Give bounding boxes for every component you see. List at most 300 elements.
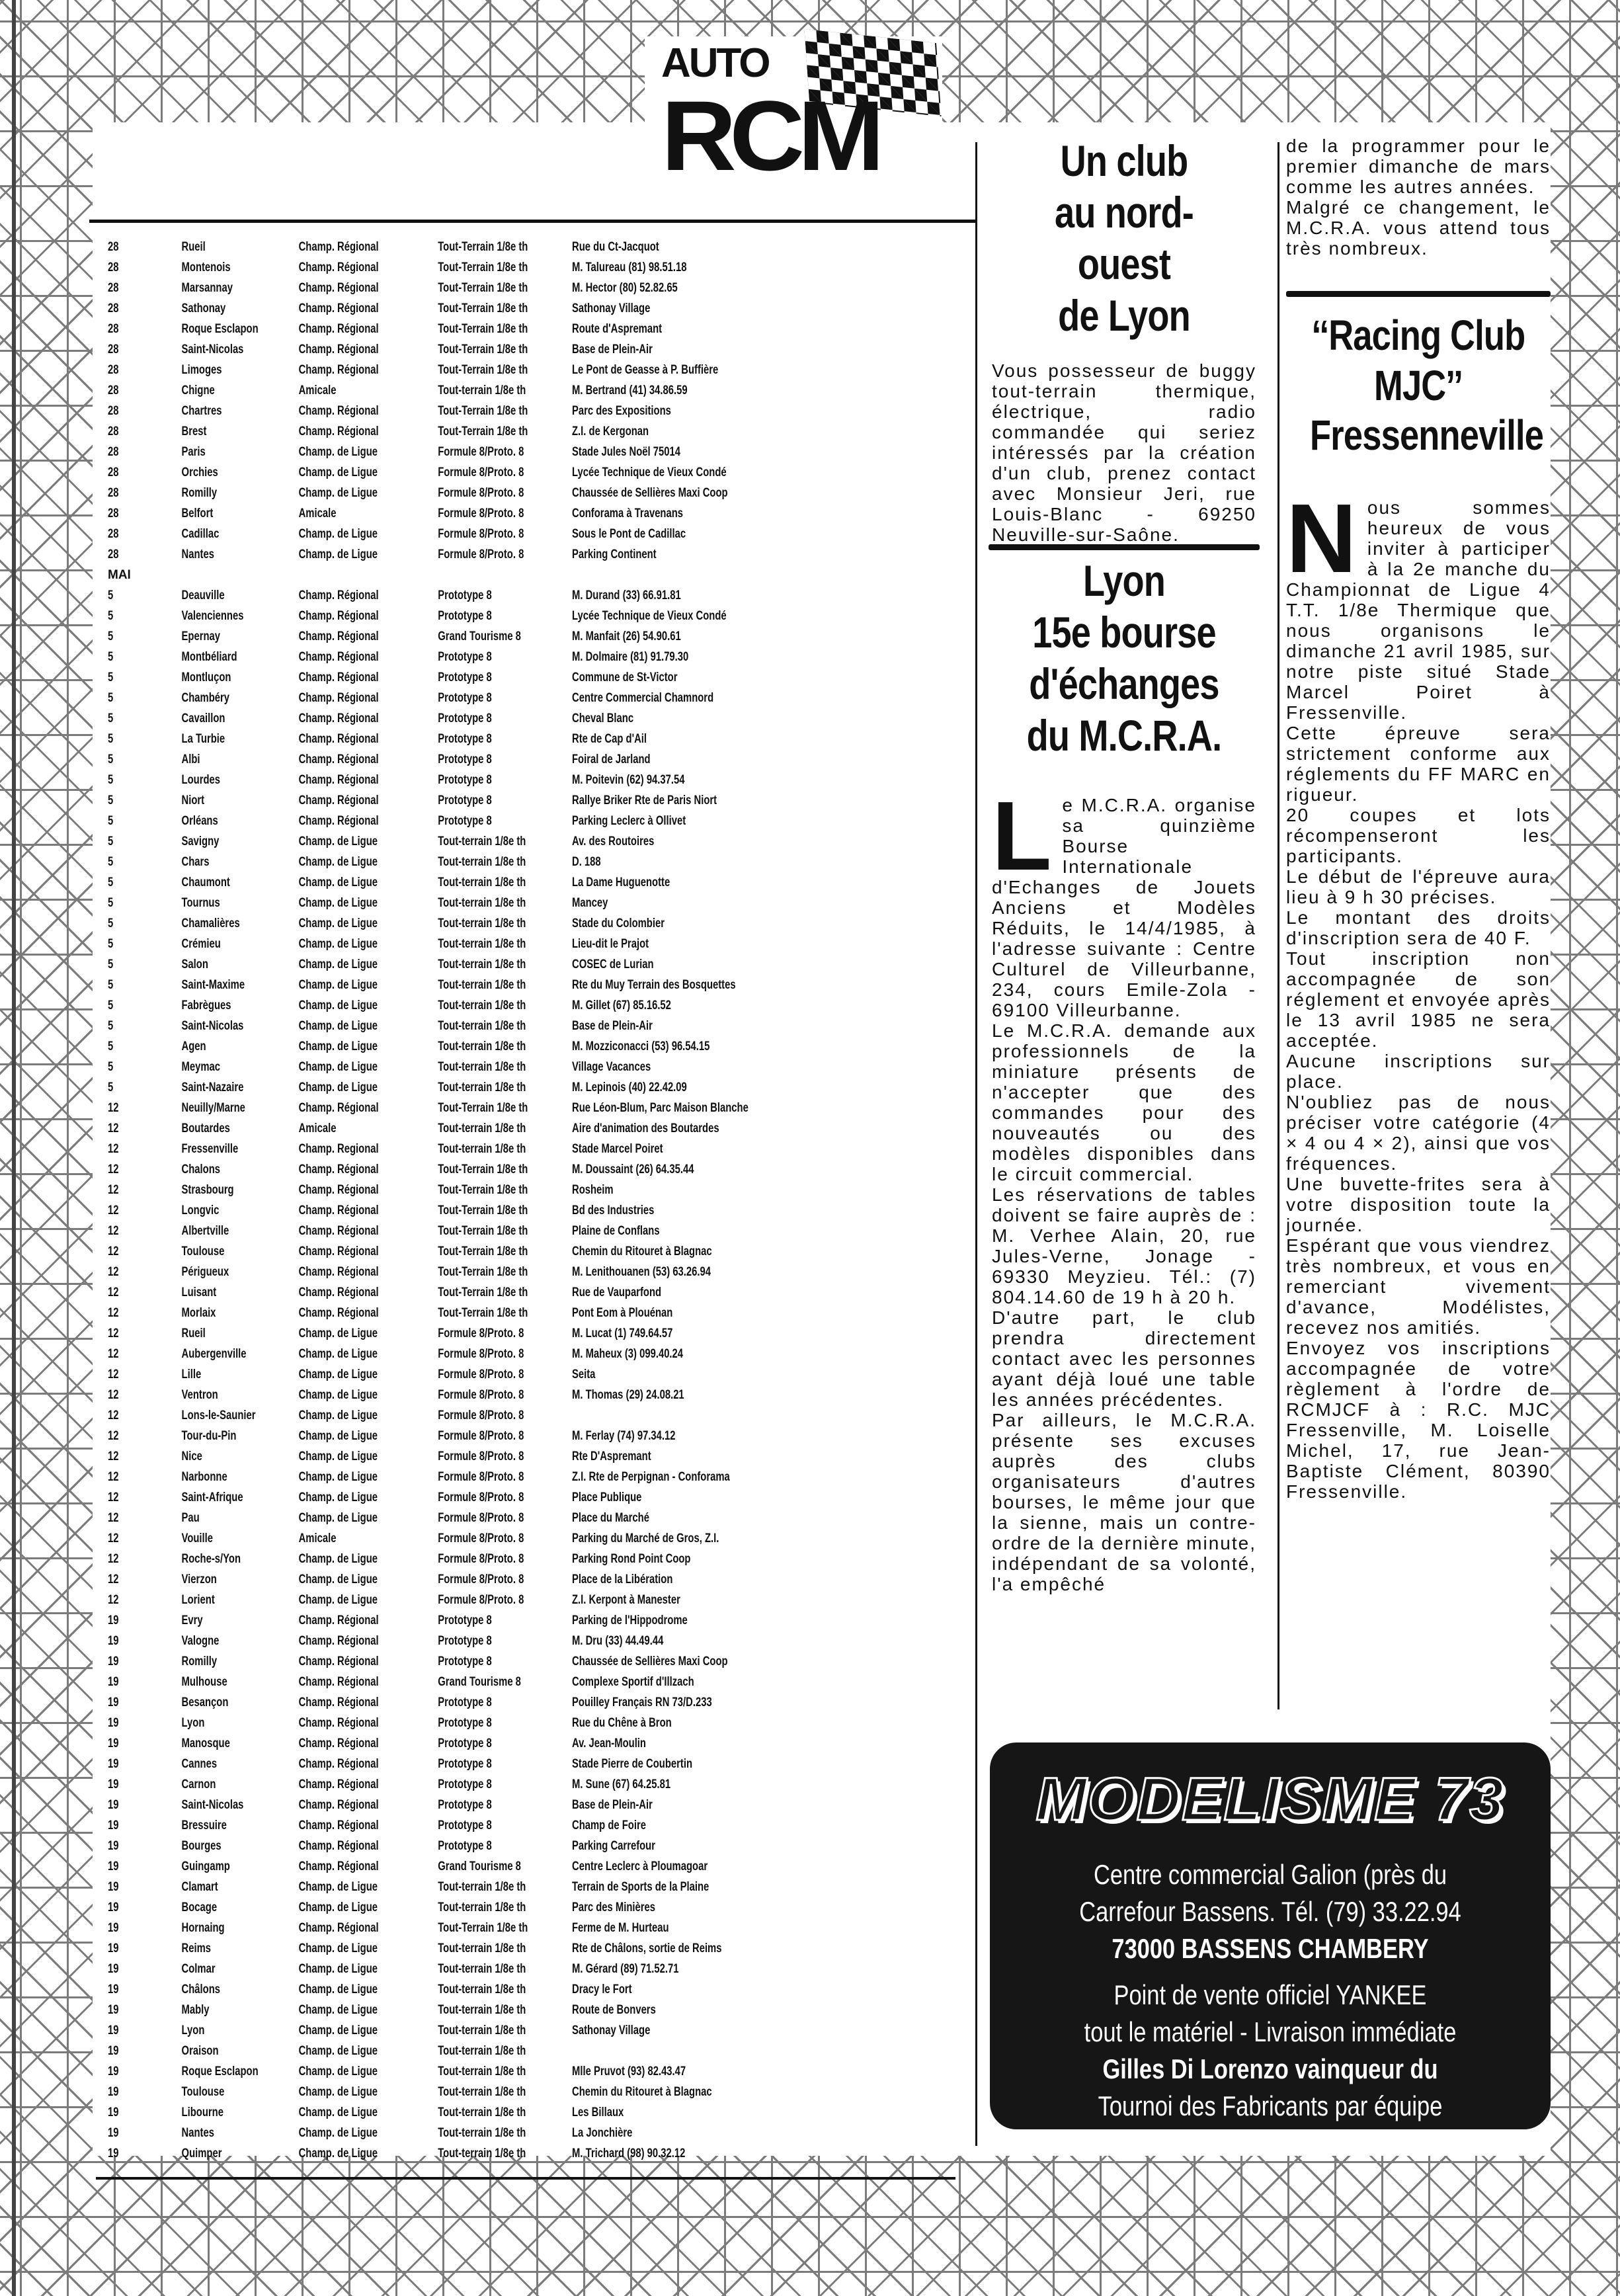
schedule-row — [108, 442, 985, 462]
schedule-row — [108, 1200, 985, 1221]
event-category: Tout-terrain 1/8e th — [438, 835, 526, 848]
event-type: Champ. de Ligue — [298, 999, 378, 1012]
event-town: Chartres — [181, 404, 222, 418]
schedule-row — [108, 1159, 985, 1180]
event-type: Champ. de Ligue — [298, 1511, 378, 1525]
event-town: Saint-Afrique — [181, 1491, 243, 1504]
event-location: Z.I. Kerpont à Manester — [572, 1593, 680, 1607]
event-location: M. Mozziconacci (53) 96.54.15 — [572, 1040, 710, 1053]
event-town: Mulhouse — [181, 1675, 227, 1689]
event-location: M. Poitevin (62) 94.37.54 — [572, 773, 685, 787]
event-town: Nantes — [181, 548, 214, 561]
event-town: Hornaing — [181, 1921, 225, 1935]
event-town: Agen — [181, 1040, 206, 1053]
event-day: 19 — [108, 1655, 119, 1668]
event-location: Mancey — [572, 896, 608, 910]
event-type: Champ. Régional — [298, 1716, 379, 1730]
event-type: Champ. de Ligue — [298, 486, 378, 500]
event-type: Champ. Régional — [298, 1306, 379, 1320]
schedule-row — [108, 1262, 985, 1282]
event-town: Albi — [181, 753, 200, 766]
event-town: Chaumont — [181, 876, 230, 889]
event-type: Champ. de Ligue — [298, 2003, 378, 2017]
event-type: Champ. Régional — [298, 404, 379, 418]
event-type: Champ. de Ligue — [298, 1552, 378, 1566]
event-category: Prototype 8 — [438, 794, 492, 807]
event-type: Champ. de Ligue — [298, 2126, 378, 2140]
schedule-row — [108, 1426, 985, 1446]
event-day: 12 — [108, 1204, 119, 1217]
schedule-row — [108, 1405, 985, 1426]
event-town: Lyon — [181, 1716, 205, 1730]
schedule-row — [108, 1672, 985, 1692]
title-line: au nord-ouest — [1055, 187, 1194, 288]
event-location: Seita — [572, 1368, 596, 1381]
event-category: Grand Tourisme 8 — [438, 630, 521, 643]
schedule-row — [108, 688, 985, 708]
event-location: Place Publique — [572, 1491, 642, 1504]
event-type: Champ. Régional — [298, 773, 379, 787]
event-town: Boutardes — [181, 1122, 230, 1135]
event-day: 5 — [108, 630, 114, 643]
schedule-row — [108, 995, 985, 1016]
event-type: Champ. Régional — [298, 1839, 379, 1853]
article-title — [1310, 311, 1544, 461]
event-type: Champ. de Ligue — [298, 1901, 378, 1914]
paragraph: Cette épreuve sera strictement conforme aux réglements du FF MARC en rigueur. — [1286, 722, 1551, 805]
event-location: Pouilley Français RN 73/D.233 — [572, 1696, 712, 1709]
event-day: 19 — [108, 1839, 119, 1853]
event-town: Brest — [181, 425, 207, 438]
event-category: Prototype 8 — [438, 712, 492, 725]
event-location: Z.I. Rte de Perpignan - Conforama — [572, 1470, 730, 1484]
event-day: 12 — [108, 1573, 119, 1586]
schedule-row — [108, 1467, 985, 1487]
event-type: Champ. Régional — [298, 1245, 379, 1258]
event-location: Place du Marché — [572, 1511, 649, 1525]
schedule-row — [108, 544, 985, 565]
event-category: Formule 8/Proto. 8 — [438, 1409, 524, 1422]
event-town: Nantes — [181, 2126, 214, 2140]
event-town: Orchies — [181, 466, 218, 479]
event-location: Village Vacances — [572, 1060, 651, 1074]
event-type: Champ. de Ligue — [298, 1450, 378, 1463]
event-location: Cheval Blanc — [572, 712, 634, 725]
event-day: 19 — [108, 1819, 119, 1832]
schedule-row — [108, 1590, 985, 1610]
event-location: M. Doussaint (26) 64.35.44 — [572, 1163, 694, 1176]
event-town: Montbéliard — [181, 650, 237, 664]
schedule-row — [108, 2102, 985, 2123]
event-day: 19 — [108, 1983, 119, 1996]
event-location: M. Lucat (1) 749.64.57 — [572, 1327, 673, 1340]
event-town: Montluçon — [181, 671, 231, 684]
drop-cap: N — [1286, 483, 1358, 593]
schedule-row — [108, 1569, 985, 1590]
event-town: Epernay — [181, 630, 221, 643]
schedule-row — [108, 2020, 985, 2041]
event-category: Tout-terrain 1/8e th — [438, 937, 526, 951]
event-category: Tout-Terrain 1/8e th — [438, 1306, 528, 1320]
event-category: Tout-terrain 1/8e th — [438, 958, 526, 971]
event-location: Rosheim — [572, 1183, 614, 1197]
magazine-logo — [645, 36, 942, 191]
event-category: Tout-Terrain 1/8e th — [438, 240, 528, 254]
event-category: Prototype 8 — [438, 1655, 492, 1668]
schedule-row — [108, 1036, 985, 1057]
schedule-row — [108, 1959, 985, 1979]
event-location: M. Bertrand (41) 34.86.59 — [572, 384, 688, 397]
event-day: 12 — [108, 1429, 119, 1443]
schedule-row — [108, 2143, 985, 2164]
event-type: Champ. de Ligue — [298, 1040, 378, 1053]
event-type: Champ. de Ligue — [298, 958, 378, 971]
event-type: Champ. Régional — [298, 589, 379, 602]
event-day: 12 — [108, 1388, 119, 1402]
schedule-top-rule — [89, 220, 975, 223]
event-day: 19 — [108, 1757, 119, 1771]
event-category: Prototype 8 — [438, 773, 492, 787]
event-day: 5 — [108, 917, 114, 930]
event-category: Formule 8/Proto. 8 — [438, 1388, 524, 1402]
event-town: La Turbie — [181, 732, 225, 746]
event-day: 5 — [108, 937, 114, 951]
event-category: Tout-terrain 1/8e th — [438, 978, 526, 992]
schedule-row — [108, 831, 985, 852]
event-category: Formule 8/Proto. 8 — [438, 1573, 524, 1586]
paragraph: Les réservations de tables doivent se faire auprès de : M. Verhee Alain, 20, rue Jules-Verne, Jonage - 69330 Meyzieu. Tél.: (7) 804.14.60 de 19 h à 20 h. — [992, 1184, 1256, 1307]
event-town: Roche-s/Yon — [181, 1552, 241, 1566]
event-town: Valenciennes — [181, 609, 244, 623]
event-location: Centre Commercial Chamnord — [572, 691, 714, 705]
event-location: Parking Leclerc à Ollivet — [572, 814, 686, 828]
event-location: M. Lepinois (40) 22.42.09 — [572, 1081, 687, 1094]
event-town: Roque Esclapon — [181, 322, 259, 336]
event-day: 12 — [108, 1101, 119, 1115]
event-category: Tout-terrain 1/8e th — [438, 1962, 526, 1976]
event-category: Prototype 8 — [438, 1634, 492, 1648]
schedule-row — [108, 1180, 985, 1200]
article-body — [1286, 136, 1551, 259]
schedule-row — [108, 1016, 985, 1036]
event-day: 28 — [108, 548, 119, 561]
event-location: M. Gérard (89) 71.52.71 — [572, 1962, 679, 1976]
schedule-april-rows — [108, 237, 981, 565]
event-day: 12 — [108, 1532, 119, 1545]
ad-line: 73000 BASSENS CHAMBERY — [1112, 1933, 1429, 1964]
event-day: 28 — [108, 425, 119, 438]
event-type: Champ. Régional — [298, 1163, 379, 1176]
event-town: Périgueux — [181, 1265, 229, 1279]
event-location: Champ de Foire — [572, 1819, 646, 1832]
event-town: Orléans — [181, 814, 218, 828]
event-location: Parc des Minières — [572, 1901, 656, 1914]
schedule-row — [108, 770, 985, 790]
event-category: Tout-terrain 1/8e th — [438, 2126, 526, 2140]
schedule-row — [108, 1241, 985, 1262]
article-club-nord-ouest — [992, 136, 1256, 545]
event-type: Champ. de Ligue — [298, 2106, 378, 2119]
event-day: 5 — [108, 958, 114, 971]
article-title — [1016, 555, 1233, 762]
event-day: 5 — [108, 1081, 114, 1094]
schedule-row — [108, 811, 985, 831]
event-town: Bressuire — [181, 1819, 227, 1832]
paragraph: Le montant des droits d'inscription sera de 40 F. — [1286, 907, 1551, 948]
event-category: Prototype 8 — [438, 650, 492, 664]
event-day: 12 — [108, 1593, 119, 1607]
article-separator — [989, 544, 1260, 550]
event-type: Amicale — [298, 1122, 337, 1135]
event-town: Chars — [181, 855, 210, 869]
event-town: Libourne — [181, 2106, 223, 2119]
schedule-row — [108, 934, 985, 954]
event-category: Formule 8/Proto. 8 — [438, 1532, 524, 1545]
paragraph: Le début de l'épreuve aura lieu à 9 h 30 précises. — [1286, 866, 1551, 907]
event-location: Plaine de Conflans — [572, 1224, 660, 1238]
event-day: 12 — [108, 1450, 119, 1463]
schedule-row — [108, 1364, 985, 1385]
paragraph: Malgré ce changement, le M.C.R.A. vous attend tous très nombreux. — [1286, 197, 1551, 259]
article-body — [1286, 483, 1551, 1502]
event-type: Champ. Régional — [298, 1655, 379, 1668]
event-category: Formule 8/Proto. 8 — [438, 1368, 524, 1381]
event-category: Tout-Terrain 1/8e th — [438, 322, 528, 336]
event-town: Colmar — [181, 1962, 216, 1976]
event-town: Tour-du-Pin — [181, 1429, 237, 1443]
event-type: Champ. de Ligue — [298, 1060, 378, 1074]
event-location: Sathonay Village — [572, 2024, 651, 2037]
event-category: Formule 8/Proto. 8 — [438, 1327, 524, 1340]
event-category: Tout-terrain 1/8e th — [438, 896, 526, 910]
event-day: 19 — [108, 1901, 119, 1914]
event-day: 5 — [108, 896, 114, 910]
schedule-row — [108, 893, 985, 913]
event-category: Tout-terrain 1/8e th — [438, 1060, 526, 1074]
event-type: Champ. Régional — [298, 1737, 379, 1750]
event-category: Formule 8/Proto. 8 — [438, 466, 524, 479]
event-location: Parc des Expositions — [572, 404, 671, 418]
event-town: Reims — [181, 1942, 212, 1955]
schedule-row — [108, 1487, 985, 1508]
event-day: 5 — [108, 876, 114, 889]
event-day: 28 — [108, 486, 119, 500]
event-location: M. Dolmaire (81) 91.79.30 — [572, 650, 689, 664]
schedule-row — [108, 1795, 985, 1815]
article-bourse-continuation — [1286, 136, 1551, 259]
event-town: Lorient — [181, 1593, 215, 1607]
event-type: Champ. de Ligue — [298, 1470, 378, 1484]
event-day: 5 — [108, 835, 114, 848]
event-category: Formule 8/Proto. 8 — [438, 1491, 524, 1504]
event-location: Terrain de Sports de la Plaine — [572, 1880, 709, 1894]
event-type: Champ. Régional — [298, 363, 379, 377]
paragraph: Envoyez vos inscriptions accompagnée de votre règlement à l'ordre de RCMJCF à : R.C. MJC Fressenville, M. Loiselle Michel, 17, rue Jean-Baptiste Clément, 80390 Fressenville. — [1286, 1337, 1551, 1502]
event-town: Châlons — [181, 1983, 221, 1996]
event-type: Champ. de Ligue — [298, 445, 378, 459]
event-type: Champ. Régional — [298, 712, 379, 725]
event-type: Champ. Régional — [298, 609, 379, 623]
paragraph: D'autre part, le club prendra directement contact avec les personnes ayant déjà loué une table les années précédentes. — [992, 1307, 1256, 1410]
schedule-row — [108, 1549, 985, 1569]
event-category: Prototype 8 — [438, 691, 492, 705]
event-category: Tout-Terrain 1/8e th — [438, 404, 528, 418]
logo-auto-text: AUTO — [661, 40, 769, 86]
event-category: Prototype 8 — [438, 609, 492, 623]
event-type: Champ. Régional — [298, 794, 379, 807]
event-town: Belfort — [181, 507, 214, 520]
event-category: Formule 8/Proto. 8 — [438, 548, 524, 561]
column-divider — [1277, 142, 1279, 1709]
event-day: 12 — [108, 1265, 119, 1279]
event-day: 12 — [108, 1224, 119, 1238]
event-day: 28 — [108, 302, 119, 315]
event-town: Lille — [181, 1368, 202, 1381]
event-location: Rue du Ct-Jacquot — [572, 240, 659, 254]
schedule-row — [108, 606, 985, 626]
event-category: Formule 8/Proto. 8 — [438, 1593, 524, 1607]
event-location: Rte de Cap d'Ail — [572, 732, 647, 746]
event-location: Conforama à Travenans — [572, 507, 684, 520]
event-type: Champ. Régional — [298, 343, 379, 356]
paragraph: 20 coupes et lots récompenseront les participants. — [1286, 804, 1551, 866]
event-category: Tout-Terrain 1/8e th — [438, 302, 528, 315]
event-day: 5 — [108, 1040, 114, 1053]
event-location: D. 188 — [572, 855, 601, 869]
event-day: 28 — [108, 240, 119, 254]
event-day: 5 — [108, 999, 114, 1012]
event-category: Tout-Terrain 1/8e th — [438, 363, 528, 377]
event-town: Luisant — [181, 1286, 217, 1299]
title-line: 15e bourse — [1032, 607, 1216, 657]
event-town: Guingamp — [181, 1860, 230, 1873]
event-location: Lycée Technique de Vieux Condé — [572, 609, 727, 623]
event-day: 28 — [108, 322, 119, 336]
schedule-row — [108, 319, 985, 339]
event-type: Champ. Régional — [298, 1778, 379, 1791]
schedule-row — [108, 1713, 985, 1733]
event-category: Tout-terrain 1/8e th — [438, 2147, 526, 2160]
schedule-row — [108, 1938, 985, 1959]
schedule-row — [108, 421, 985, 442]
schedule-row — [108, 872, 985, 893]
event-type: Champ. de Ligue — [298, 1573, 378, 1586]
event-category: Tout-terrain 1/8e th — [438, 384, 526, 397]
paragraph: Tout inscription non accompagnée de son réglement et envoyée après le 13 avril 1985 ne sera acceptée. — [1286, 948, 1551, 1051]
event-day: 12 — [108, 1183, 119, 1197]
event-location: M. Hector (80) 52.82.65 — [572, 281, 678, 295]
event-location: Place de la Libération — [572, 1573, 673, 1586]
event-category: Prototype 8 — [438, 814, 492, 828]
event-type: Champ. Régional — [298, 1675, 379, 1689]
event-category: Tout-terrain 1/8e th — [438, 1942, 526, 1955]
event-town: Ventron — [181, 1388, 218, 1402]
event-day: 19 — [108, 1696, 119, 1709]
event-town: Vierzon — [181, 1573, 217, 1586]
event-location: Parking Rond Point Coop — [572, 1552, 691, 1566]
event-town: Chalons — [181, 1163, 221, 1176]
event-location: Dracy le Fort — [572, 1983, 632, 1996]
schedule-row — [108, 380, 985, 401]
event-day: 28 — [108, 363, 119, 377]
event-day: 5 — [108, 794, 114, 807]
event-day: 19 — [108, 2126, 119, 2140]
event-town: Saint-Nicolas — [181, 1019, 244, 1033]
event-day: 19 — [108, 2003, 119, 2017]
event-day: 5 — [108, 671, 114, 684]
event-location: Chemin du Ritouret à Blagnac — [572, 1245, 712, 1258]
paragraph: ous sommes heureux de vous inviter à participer à la 2e manche du Championnat de Ligue 4 T.T. 1/8e Thermique que nous organisons le dimanche 21 avril 1985, sur notre piste situé Stade Marcel Poiret à Fressenville. — [1286, 497, 1551, 723]
schedule-row — [108, 2123, 985, 2143]
event-town: Evry — [181, 1614, 203, 1627]
event-town: Lyon — [181, 2024, 205, 2037]
event-day: 28 — [108, 466, 119, 479]
event-day: 5 — [108, 589, 114, 602]
title-line: d'échanges — [1029, 659, 1219, 708]
schedule-row — [108, 298, 985, 319]
event-category: Tout-terrain 1/8e th — [438, 2044, 526, 2058]
event-category: Tout-Terrain 1/8e th — [438, 1183, 528, 1197]
event-day: 28 — [108, 507, 119, 520]
event-type: Champ. Régional — [298, 1183, 379, 1197]
event-category: Tout-terrain 1/8e th — [438, 1901, 526, 1914]
event-day: 12 — [108, 1470, 119, 1484]
schedule-row — [108, 1774, 985, 1795]
event-type: Champ. Régional — [298, 671, 379, 684]
event-type: Champ. de Ligue — [298, 1880, 378, 1894]
event-day: 12 — [108, 1142, 119, 1156]
schedule-row — [108, 339, 985, 360]
event-type: Champ. Régional — [298, 302, 379, 315]
article-racing-club-mjc — [1286, 311, 1551, 1502]
event-category: Formule 8/Proto. 8 — [438, 1347, 524, 1361]
event-category: Prototype 8 — [438, 1757, 492, 1771]
schedule-may-rows — [108, 585, 981, 2164]
ad-text — [990, 1856, 1551, 2125]
schedule-row — [108, 483, 985, 503]
event-day: 12 — [108, 1552, 119, 1566]
event-category: Formule 8/Proto. 8 — [438, 1511, 524, 1525]
event-location: Commune de St-Victor — [572, 671, 678, 684]
schedule-row — [108, 749, 985, 770]
schedule-row — [108, 524, 985, 544]
schedule-row — [108, 1631, 985, 1651]
event-category: Tout-Terrain 1/8e th — [438, 343, 528, 356]
event-day: 19 — [108, 2147, 119, 2160]
schedule-row — [108, 1754, 985, 1774]
event-category: Tout-Terrain 1/8e th — [438, 1921, 528, 1935]
event-category: Tout-terrain 1/8e th — [438, 999, 526, 1012]
event-category: Tout-terrain 1/8e th — [438, 1142, 526, 1156]
paragraph: Le M.C.R.A. demande aux professionnels de la miniature présents de n'accepter que des commandes pour des nouveautés ou des modèles disponibles dans le circuit commercial. — [992, 1020, 1256, 1184]
event-category: Prototype 8 — [438, 1819, 492, 1832]
event-category: Prototype 8 — [438, 1798, 492, 1812]
event-day: 28 — [108, 404, 119, 418]
event-day: 5 — [108, 1060, 114, 1074]
event-day: 19 — [108, 1634, 119, 1648]
drop-cap: L — [992, 781, 1053, 891]
schedule-row — [108, 1282, 985, 1303]
event-location: Parking Carrefour — [572, 1839, 656, 1853]
schedule-row — [108, 1856, 985, 1877]
month-heading: MAI — [108, 568, 131, 582]
event-type: Champ. Régional — [298, 1101, 379, 1115]
event-category: Tout-terrain 1/8e th — [438, 2003, 526, 2017]
schedule-row — [108, 1733, 985, 1754]
event-town: Cannes — [181, 1757, 218, 1771]
event-category: Prototype 8 — [438, 589, 492, 602]
schedule-row — [108, 1815, 985, 1836]
